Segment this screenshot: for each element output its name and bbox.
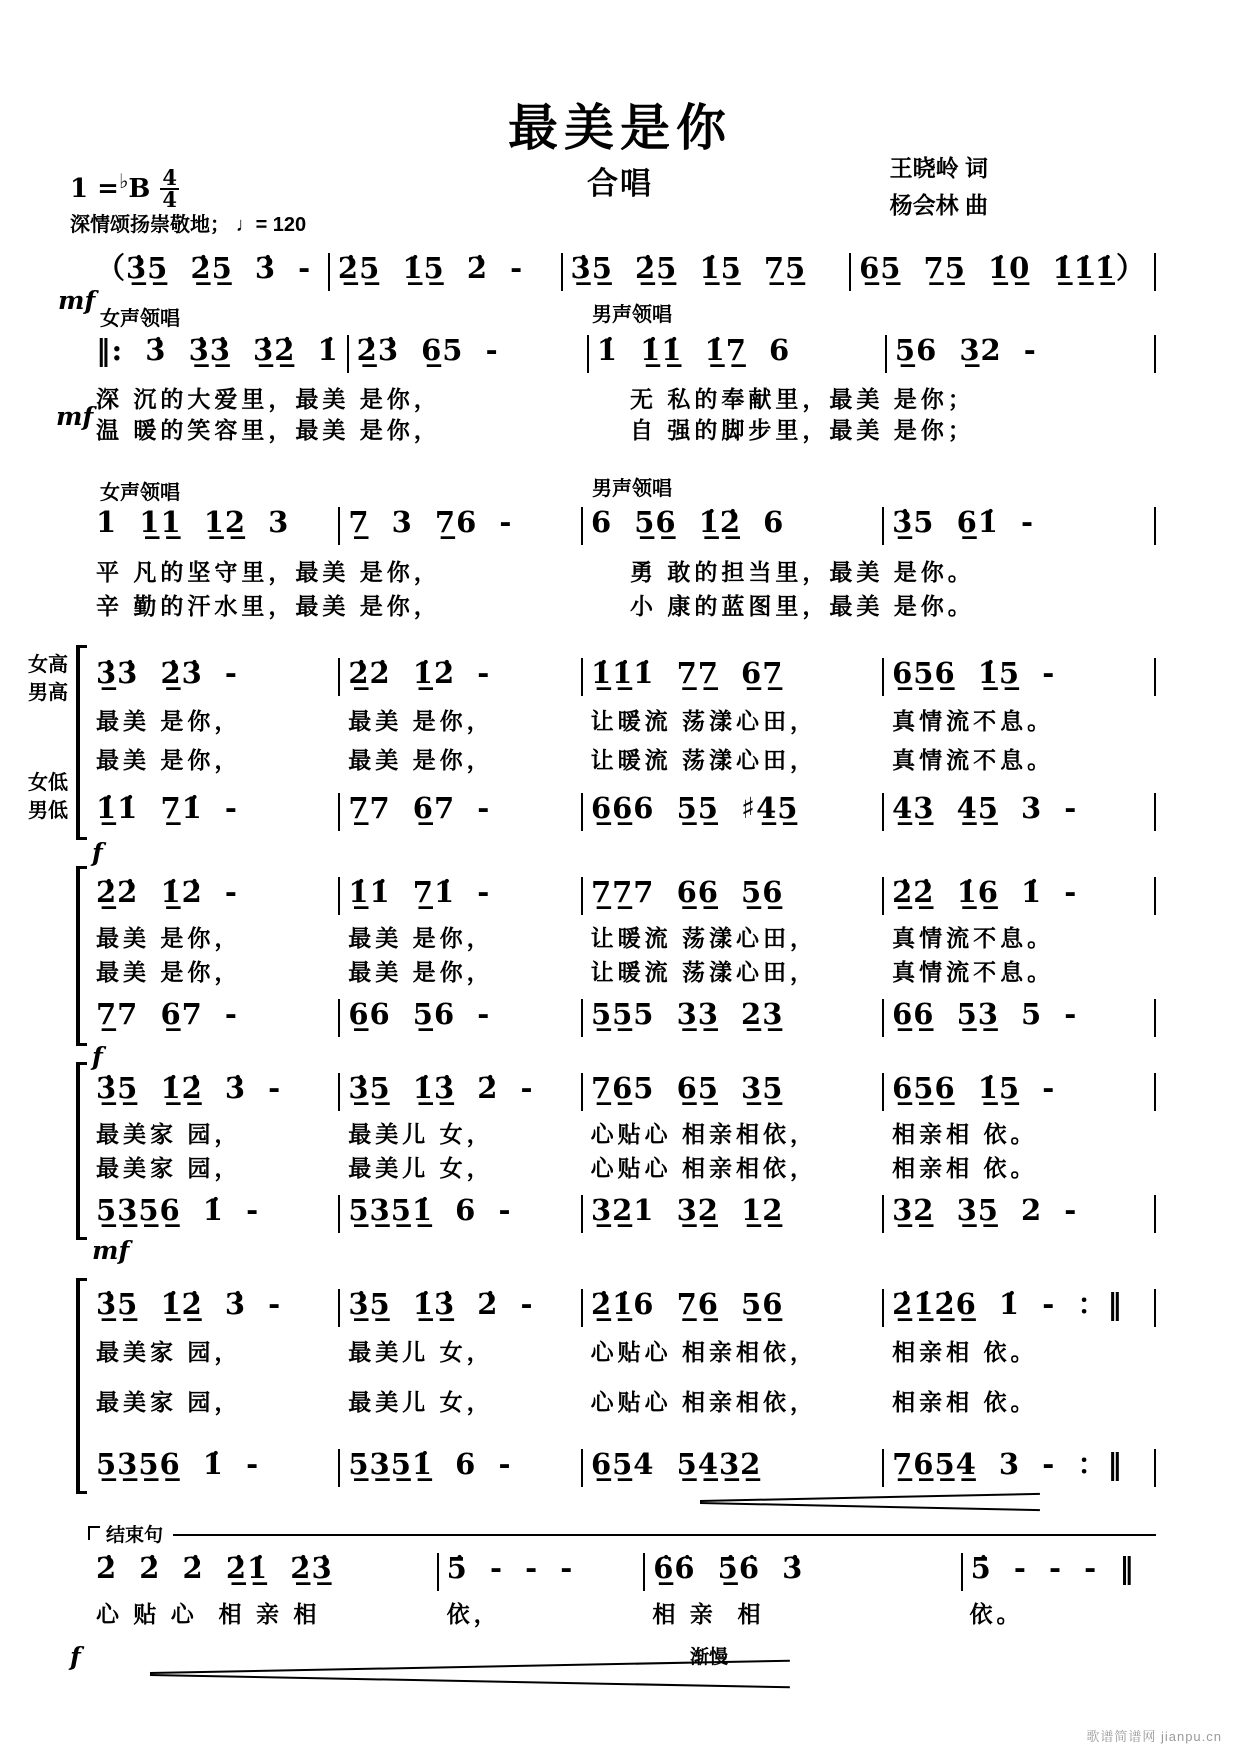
- barline: [1154, 1449, 1156, 1487]
- choir1-lyrics-row1: [88, 703, 1156, 736]
- measure: 3̲̇5̲ 2̲̇5̲ 1̲̇5̲ 7̲5̲: [570, 251, 807, 285]
- measure: 6̲5̲6̲ 1̲̇5̲ -: [892, 656, 1056, 690]
- lyric-segment: 心贴心 相亲相依，: [590, 1155, 818, 1181]
- measure: 7̲6̲5 6̲5̲ 3̲5̲: [590, 1071, 784, 1105]
- measure: 5̇ - - -: [446, 1551, 574, 1585]
- system-bracket: [76, 866, 87, 1046]
- dynamic-f: f: [92, 1042, 103, 1071]
- lyric-segment: 相亲相 依。: [892, 1389, 1038, 1415]
- male-lead-label: 男声领唱: [592, 304, 672, 326]
- measure: 1̲̇1̇ 7̲1̇ -: [348, 875, 491, 909]
- choir2-upper-notes: [88, 874, 1156, 915]
- song-subtitle: 合唱: [587, 166, 653, 201]
- crescendo-hairpin: [700, 1502, 1040, 1511]
- lead1-lyrics-row2: [88, 412, 1156, 445]
- measure: 7̲ 3 7̲6 -: [348, 505, 513, 539]
- key-signature: [70, 165, 179, 212]
- measure: 2̲̇1̲̇6 7̲6̲ 5̲6̲: [590, 1287, 784, 1321]
- barline: [1154, 658, 1156, 696]
- measure: 3̲̇5̲ 1̲̇3̲̇ 2̇ -: [348, 1071, 534, 1105]
- ending-section-header: [88, 1520, 1156, 1547]
- dynamic-f: f: [70, 1642, 81, 1671]
- barline: [1154, 877, 1156, 915]
- crescendo-hairpin: [150, 1674, 790, 1688]
- barline: [1154, 335, 1156, 373]
- lyric-segment: 最美家 园，: [96, 1155, 242, 1181]
- measure: ‖: 3̇ 3̲̇3̲̇ 3̲̇2̲̇ 1̇: [96, 333, 339, 367]
- measure: 3̲̇3̇ 2̲̇3̇ -: [96, 656, 238, 690]
- flat-icon: ♭: [118, 169, 129, 193]
- measure: 2̲̇5̲ 1̲̇5̲ 2̇ -: [337, 251, 524, 285]
- lyric-segment: 最美儿 女，: [348, 1155, 494, 1181]
- lyric-segment: 无 私的奉献里，最美 是你；: [630, 386, 975, 412]
- lyricist: 王晓岭 词: [889, 155, 988, 181]
- measure: 6̲6 5̲6 -: [348, 997, 491, 1031]
- measure: 7̲7̲7 6̲6̲ 5̲6̲: [590, 875, 784, 909]
- lyric-segment: 最美 是你，: [96, 925, 242, 951]
- meter-bottom: 4: [162, 187, 177, 212]
- dynamic-f: f: [92, 838, 103, 867]
- measure: 1̇ 1̲̇1̲̇ 1̲̇7̲ 6: [596, 333, 791, 367]
- barline: [1154, 1073, 1156, 1111]
- site-watermark: 歌谱简谱网 jianpu.cn: [1086, 1729, 1222, 1744]
- choir2-lyrics-row2: [88, 954, 1156, 987]
- choir3-lower-notes: [88, 1192, 1156, 1233]
- lyric-segment: 自 强的脚步里，最美 是你；: [630, 417, 975, 443]
- tenor-label: 男高: [28, 682, 68, 704]
- lyric-segment: 勇 敢的担当里，最美 是你。: [630, 559, 975, 585]
- ending-bracket-line: [173, 1534, 1156, 1536]
- measure: 5̲3̲5̲6̲ 1̇ -: [96, 1193, 260, 1227]
- lyric-segment: 依。: [969, 1601, 1024, 1627]
- measure: 3̲̇5̲ 1̲̇2̲̇ 3̇ -: [96, 1287, 282, 1321]
- measure: 2̲̇3̇ 6̲5 -: [356, 333, 499, 367]
- choir1-lower-notes: [88, 790, 1156, 831]
- male-lead-label: 男声领唱: [592, 478, 672, 500]
- measure: 6 5̲6̲ 1̲̇2̲̇ 6: [590, 505, 785, 539]
- lyric-segment: 最美 是你，: [348, 925, 494, 951]
- lyric-segment: 温 暖的笑容里，最美 是你，: [96, 417, 441, 443]
- credits: [890, 150, 988, 224]
- choir4-upper-notes: [88, 1286, 1156, 1327]
- system-bracket: [76, 645, 87, 840]
- lyric-segment: 辛 勤的汗水里，最美 是你，: [96, 593, 441, 619]
- choir2-lower-notes: [88, 996, 1156, 1037]
- meter-top: 4: [162, 165, 177, 190]
- ending-label: 结束句: [106, 1525, 164, 1546]
- female-lead-label: 女声领唱: [100, 308, 180, 330]
- choir2-lyrics-row1: [88, 920, 1156, 953]
- measure: 2̇ 2̇ 2̇ 2̲̇1̲̇ 2̲̇3̲̇: [96, 1551, 333, 1585]
- lyric-segment: 最美 是你，: [96, 747, 242, 773]
- barline: [1154, 793, 1156, 831]
- measure: 3̲̇5̲ 1̲̇3̲̇ 2̇ -: [348, 1287, 534, 1321]
- measure: 5̲3̲5̲6̲ 1̇ -: [96, 1447, 260, 1481]
- measure: 6̲5̲ 7̲5̲ 1̲̇0̲ 1̲̇1̲̇1̲̇）: [859, 251, 1146, 285]
- system-bracket: [76, 1062, 87, 1240]
- metronome-mark: ♩= 120: [235, 214, 307, 236]
- lyric-segment: 最美 是你，: [348, 747, 494, 773]
- measure: 6̲5̲6̲ 1̲̇5̲ -: [892, 1071, 1056, 1105]
- lyric-segment: 真情流不息。: [892, 708, 1055, 734]
- measure: 2̲̇2̲̇ 1̲̇6̲ 1̇ -: [892, 875, 1078, 909]
- measure: 2̲̇2̇ 1̲̇2̇ -: [96, 875, 238, 909]
- measure: 7̲7 6̲7 -: [96, 997, 238, 1031]
- lyric-segment: 心贴心 相亲相依，: [590, 1339, 818, 1365]
- lyric-segment: 相亲相 依。: [892, 1155, 1038, 1181]
- soprano-label: 女高: [28, 654, 68, 676]
- measure: 1̲̇1̲̇1̇ 7̲7̲ 6̲7̲: [590, 656, 784, 690]
- measure: 6̲5̲4 5̲4̲3̲2̲: [590, 1447, 762, 1481]
- measure: 3̲2̲1 3̲2̲ 1̲2̲: [590, 1193, 784, 1227]
- lyric-segment: 最美儿 女，: [348, 1121, 494, 1147]
- tempo-marking: [70, 208, 306, 237]
- lyric-segment: 最美 是你，: [348, 708, 494, 734]
- measure: 2̲̇2̇ 1̲̇2̇ -: [348, 656, 491, 690]
- choir4-lower-notes: [88, 1446, 1156, 1487]
- measure: 7̲7 6̲7 -: [348, 791, 491, 825]
- lead2-lyrics-row1: [88, 554, 1156, 587]
- time-signature: [160, 165, 179, 212]
- choir4-lyrics-row2: [88, 1384, 1156, 1417]
- lyric-segment: 让暖流 荡漾心田，: [590, 959, 818, 985]
- key-text: 1 =: [70, 174, 119, 204]
- measure: 3̲2̲ 3̲5̲ 2 -: [892, 1193, 1078, 1227]
- alto-label: 女低: [28, 772, 68, 794]
- measure: 5̲6 3̲2 -: [894, 333, 1037, 367]
- lyric-segment: 让暖流 荡漾心田，: [590, 925, 818, 951]
- choir3-lyrics-row2: [88, 1150, 1156, 1183]
- measure: 5̲5̲5 3̲3̲ 2̲3̲: [590, 997, 784, 1031]
- volta-corner: [88, 1526, 100, 1540]
- system-bracket: [76, 1278, 87, 1494]
- lyric-segment: 心贴心 相亲相依，: [590, 1121, 818, 1147]
- measure: 3̲̇5̲ 1̲̇2̲̇ 3̇ -: [96, 1071, 282, 1105]
- lyric-segment: 相 亲 相: [652, 1601, 765, 1627]
- lyric-segment: 真情流不息。: [892, 959, 1055, 985]
- measure: 5̇ - - - ‖: [970, 1551, 1135, 1585]
- measure: 1 1̲1̲ 1̲2̲ 3: [96, 505, 290, 539]
- lead2-lyrics-row2: [88, 588, 1156, 621]
- barline: [1154, 999, 1156, 1037]
- choir1-lyrics-row2: [88, 742, 1156, 775]
- dynamic-mf: mf: [56, 402, 94, 431]
- lyric-segment: 最美 是你，: [348, 959, 494, 985]
- lyric-segment: 心 贴 心 相 亲 相: [96, 1601, 321, 1627]
- lyric-segment: 让暖流 荡漾心田，: [590, 747, 818, 773]
- choir4-lyrics-row1: [88, 1334, 1156, 1367]
- lead1-notes-line: [88, 332, 1156, 373]
- lyric-segment: 最美儿 女，: [348, 1389, 494, 1415]
- lyric-segment: 最美 是你，: [96, 959, 242, 985]
- barline: [1154, 507, 1156, 545]
- measure: 7̲6̲5̲4̲ 3 - ：‖: [892, 1447, 1123, 1481]
- lyric-segment: 深 沉的大爱里，最美 是你，: [96, 386, 441, 412]
- song-title: 最美是你: [508, 100, 732, 156]
- lyric-segment: 相亲相 依。: [892, 1339, 1038, 1365]
- bass-label: 男低: [28, 800, 68, 822]
- dynamic-mf: mf: [92, 1236, 130, 1265]
- measure: 5̲3̲5̲1̲̇ 6 -: [348, 1447, 512, 1481]
- lead1-lyrics-row1: [88, 381, 1156, 414]
- lyric-segment: 最美家 园，: [96, 1389, 242, 1415]
- lyric-segment: 心贴心 相亲相依，: [590, 1389, 818, 1415]
- lyric-segment: 最美家 园，: [96, 1121, 242, 1147]
- measure: 6̲6̲ 5̲3̲ 5 -: [892, 997, 1078, 1031]
- lyric-segment: 平 凡的坚守里，最美 是你，: [96, 559, 441, 585]
- lyric-segment: 让暖流 荡漾心田，: [590, 708, 818, 734]
- dynamic-mf: mf: [58, 286, 96, 315]
- barline: [1154, 1289, 1156, 1327]
- ending-notes-line: [88, 1550, 1156, 1591]
- lead2-notes-line: [88, 504, 1156, 545]
- choir3-lyrics-row1: [88, 1116, 1156, 1149]
- measure: 6̲̇6̇ 5̲̇6̇ 3̇: [653, 1551, 804, 1585]
- intro-notes-line: [88, 250, 1156, 291]
- lyric-segment: 真情流不息。: [892, 747, 1055, 773]
- expression-text: 深情颂扬崇敬地；: [70, 214, 230, 236]
- measure: 6̲6̲6 5̲5̲ ♯4̲5̲: [590, 791, 799, 825]
- choir1-upper-notes: [88, 655, 1156, 696]
- barline: [1154, 253, 1156, 291]
- crescendo-hairpin: [700, 1493, 1040, 1502]
- female-lead-label: 女声领唱: [100, 482, 180, 504]
- measure: 1̲̇1̇ 7̲1̇ -: [96, 791, 238, 825]
- measure: 2̲̇1̲̇2̲̇6̲ 1̇ - ：‖: [892, 1287, 1123, 1321]
- measure: 5̲3̲5̲1̲̇ 6 -: [348, 1193, 512, 1227]
- lyric-segment: 最美家 园，: [96, 1339, 242, 1365]
- ending-lyrics-row: [88, 1596, 1156, 1629]
- lyric-segment: 最美儿 女，: [348, 1339, 494, 1365]
- ritardando-marking: 渐慢: [690, 1647, 729, 1668]
- key-note: B: [128, 174, 151, 204]
- choir3-upper-notes: [88, 1070, 1156, 1111]
- lyric-segment: 小 康的蓝图里，最美 是你。: [630, 593, 975, 619]
- barline: [1154, 1195, 1156, 1233]
- measure: （3̲̇5̲ 2̲̇5̲ 3̇ -: [96, 251, 312, 285]
- lyric-segment: 依，: [446, 1601, 501, 1627]
- lyric-segment: 相亲相 依。: [892, 1121, 1038, 1147]
- composer: 杨会林 曲: [889, 192, 988, 218]
- lyric-segment: 真情流不息。: [892, 925, 1055, 951]
- measure: 4̲3̲ 4̲5̲ 3 -: [892, 791, 1078, 825]
- measure: 3̲̇5 6̲1̇ -: [892, 505, 1035, 539]
- lyric-segment: 最美 是你，: [96, 708, 242, 734]
